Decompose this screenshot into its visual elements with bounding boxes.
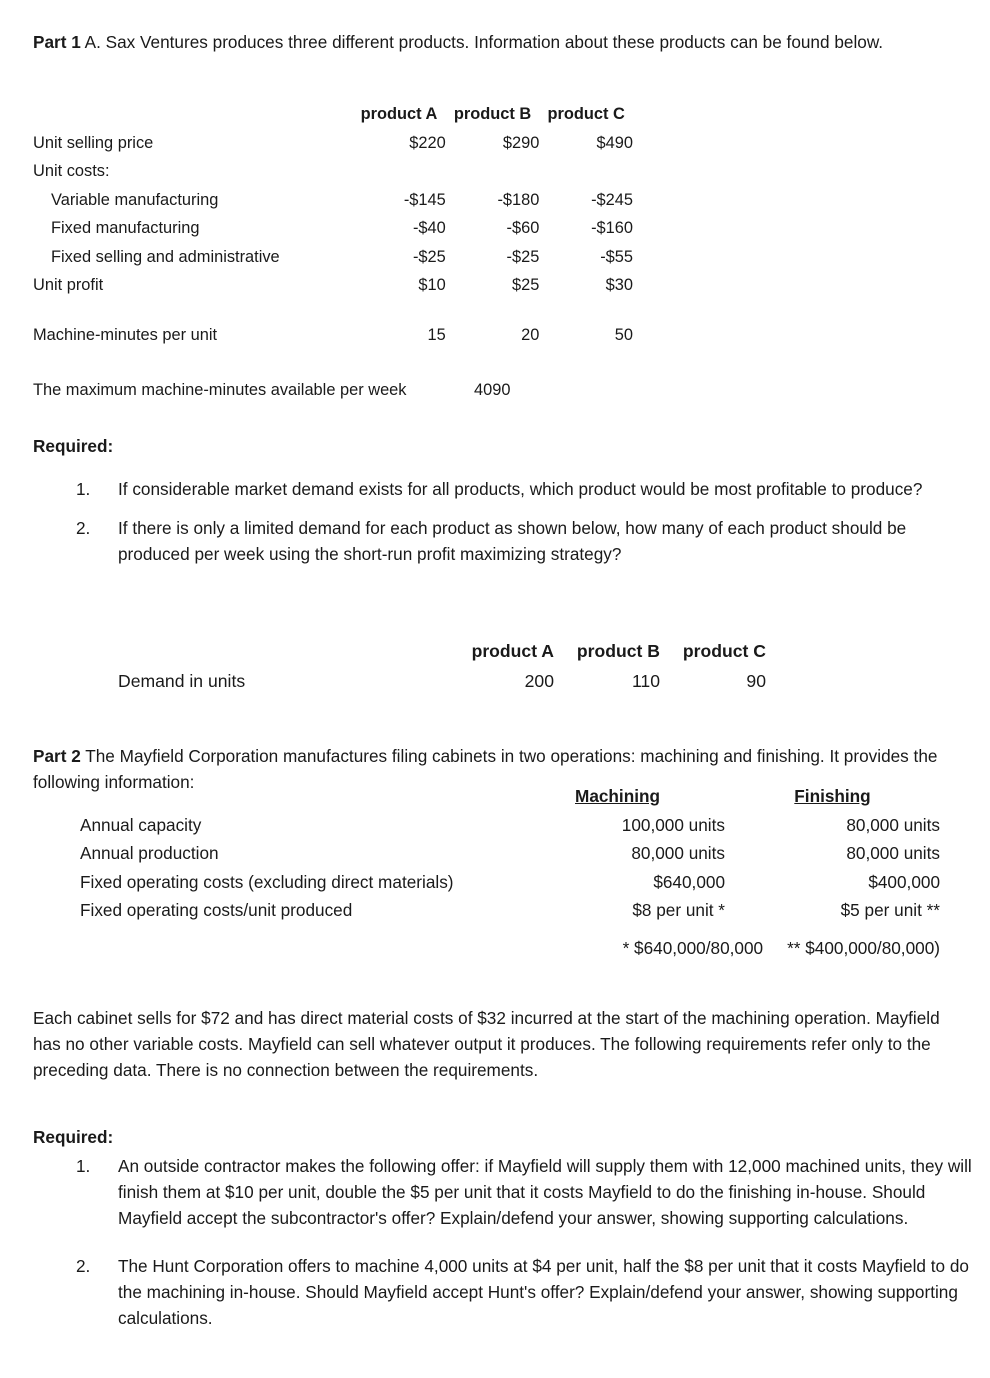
cell-product-c: $490: [596, 133, 633, 152]
list-item: [76, 1153, 976, 1231]
cell-finishing: 80,000 units: [846, 814, 940, 835]
header-machining: [510, 782, 725, 811]
cell-product-c: -$245: [591, 190, 633, 209]
cell-product-b: 110: [631, 671, 660, 691]
table-row: [33, 129, 633, 158]
demand-table: [118, 636, 766, 696]
part1-intro-paragraph: [33, 29, 957, 55]
cell-product-b: -$25: [506, 247, 540, 266]
product-cost-table-head: [33, 100, 633, 129]
cell-product-a: [352, 157, 446, 186]
header-product-c: product C: [682, 641, 766, 661]
cell-product-a: -$145: [403, 190, 446, 209]
machining-finishing-table-head: [80, 782, 940, 811]
list-item-text: The Hunt Corporation offers to machine 4,000 units at $4 per unit, half the $8 per unit that it costs Mayfield to do the machining in-house. Should Mayfield accept Hunt's offer? Explain/defend your answer, showing supporting calculations.: [118, 1256, 969, 1328]
table-row: [33, 157, 633, 186]
row-label: Demand in units: [118, 671, 246, 691]
row-label: Unit selling price: [33, 133, 154, 152]
spacer-cell: [539, 300, 633, 321]
demand-table-body: [118, 666, 766, 696]
row-label: Fixed operating costs/unit produced: [80, 900, 353, 920]
cell-product-c: [539, 157, 633, 186]
table-row: [80, 868, 940, 897]
header-finishing: [725, 782, 940, 811]
header-product-b: product B: [453, 105, 532, 123]
part2-required-list: [76, 1153, 976, 1353]
part1-required-heading: Required:: [33, 436, 114, 456]
table-row: [80, 896, 940, 925]
header-product-a: product A: [471, 641, 554, 661]
row-label: Fixed operating costs (excluding direct materials): [80, 871, 454, 892]
part1-label: Part 1: [33, 32, 81, 53]
machining-finishing-table: [80, 782, 940, 925]
max-machine-minutes-label: The maximum machine-minutes available per week: [33, 381, 407, 399]
cell-product-a: -$40: [412, 219, 446, 237]
table-header-row: [80, 782, 940, 811]
cell-product-b: $290: [502, 133, 540, 152]
row-label: Machine-minutes per unit: [33, 325, 218, 344]
row-label: Unit costs:: [33, 162, 110, 180]
table-row: [80, 811, 940, 840]
cell-product-a: 15: [427, 325, 446, 344]
row-label: Variable manufacturing: [51, 190, 219, 209]
max-machine-minutes-value: 4090: [474, 381, 511, 399]
list-marker: 1.: [76, 479, 91, 499]
cell-product-c: 90: [746, 671, 766, 691]
list-item: [76, 476, 936, 502]
cell-machining: $640,000: [653, 871, 725, 892]
header-machining-label: Machining: [575, 786, 660, 806]
list-marker: 2.: [76, 518, 91, 538]
header-product-a: product A: [360, 105, 438, 123]
list-marker: 1.: [76, 1156, 91, 1176]
list-item: [76, 515, 936, 567]
cell-product-a: 200: [524, 671, 554, 691]
table-spacer-row: [33, 300, 633, 321]
cell-machining: $8 per unit *: [632, 900, 725, 920]
table-header-row: [33, 100, 633, 129]
row-label: Unit profit: [33, 276, 104, 294]
table-row: [80, 839, 940, 868]
spacer-cell: [446, 300, 540, 321]
cell-product-c: -$160: [591, 219, 633, 237]
cell-product-b: [446, 157, 540, 186]
cell-product-b: -$60: [506, 219, 540, 237]
cell-product-b: -$180: [497, 190, 540, 209]
part2-label: Part 2: [33, 746, 81, 767]
header-corner-cell: [118, 636, 448, 666]
list-item-text: An outside contractor makes the following offer: if Mayfield will supply them with 12,000 machined units, they will finish them at $10 per unit, double the $5 per unit that it costs Mayfield to do the finishing in-house. Should Mayfield accept the subcontractor's offer? Explain/defend your answer, showing supporting calculations.: [118, 1156, 972, 1228]
part2-intro-text: The Mayfield Corporation manufactures filing cabinets in two operations: machining and finishing. It provides the following information:: [33, 746, 938, 793]
machining-finishing-table-body: [80, 811, 940, 925]
footnote-finishing: ** $400,000/80,000): [787, 938, 940, 958]
table-header-row: [118, 636, 766, 666]
header-finishing-label: Finishing: [794, 786, 871, 806]
spacer-cell: [33, 300, 352, 321]
cell-product-c: $30: [605, 276, 633, 294]
header-product-b: product B: [576, 641, 660, 661]
demand-table-head: [118, 636, 766, 666]
cell-product-c: 50: [614, 325, 633, 344]
row-label: Annual capacity: [80, 814, 202, 835]
cell-product-b: 20: [521, 325, 540, 344]
table-footnotes: [80, 938, 940, 959]
cell-finishing: 80,000 units: [846, 843, 940, 863]
part2-details-paragraph: Each cabinet sells for $72 and has direct material costs of $32 incurred at the start of the machining operation. Mayfield has no other variable costs. Mayfield can sell whatever output it produces. The following requirements refer only to the preceding data. There is no connection between the requirements.: [33, 1008, 940, 1081]
cell-finishing: $400,000: [868, 871, 940, 892]
table-row: [118, 666, 766, 696]
cell-machining: 100,000 units: [621, 814, 725, 835]
cell-product-a: -$25: [412, 247, 446, 266]
list-marker: 2.: [76, 1256, 91, 1276]
table-row: [33, 243, 633, 272]
part1-required-list: [76, 476, 936, 580]
part1-intro-text: A. Sax Ventures produces three different products. Information about these products can be found below.: [80, 32, 884, 53]
table-row: [33, 321, 633, 350]
list-item: [76, 1253, 976, 1331]
cell-machining: 80,000 units: [631, 843, 725, 863]
cell-finishing: $5 per unit **: [840, 900, 940, 920]
cell-product-a: $220: [409, 133, 446, 152]
list-item-text: If there is only a limited demand for each product as shown below, how many of each product should be produced per week using the short-run profit maximizing strategy?: [118, 518, 907, 564]
part2-required-heading: Required:: [33, 1127, 114, 1147]
cell-product-a: $10: [418, 276, 446, 294]
table-row: [33, 271, 633, 300]
header-corner-cell: [80, 782, 510, 811]
spacer-cell: [352, 300, 446, 321]
cell-product-b: $25: [512, 276, 540, 294]
footnote-machining: * $640,000/80,000: [622, 938, 764, 958]
row-label: Fixed manufacturing: [51, 219, 200, 237]
table-row: [33, 214, 633, 243]
product-cost-table: [33, 100, 633, 349]
table-row: [33, 186, 633, 215]
header-product-c: product C: [547, 105, 625, 123]
max-machine-minutes-row: [33, 381, 511, 400]
row-label: Fixed selling and administrative: [51, 247, 280, 266]
product-cost-table-body: [33, 129, 633, 350]
header-corner-cell: [33, 100, 352, 129]
cell-product-c: -$55: [600, 247, 633, 266]
list-item-text: If considerable market demand exists for all products, which product would be most profitable to produce?: [118, 479, 923, 499]
row-label: Annual production: [80, 843, 219, 863]
